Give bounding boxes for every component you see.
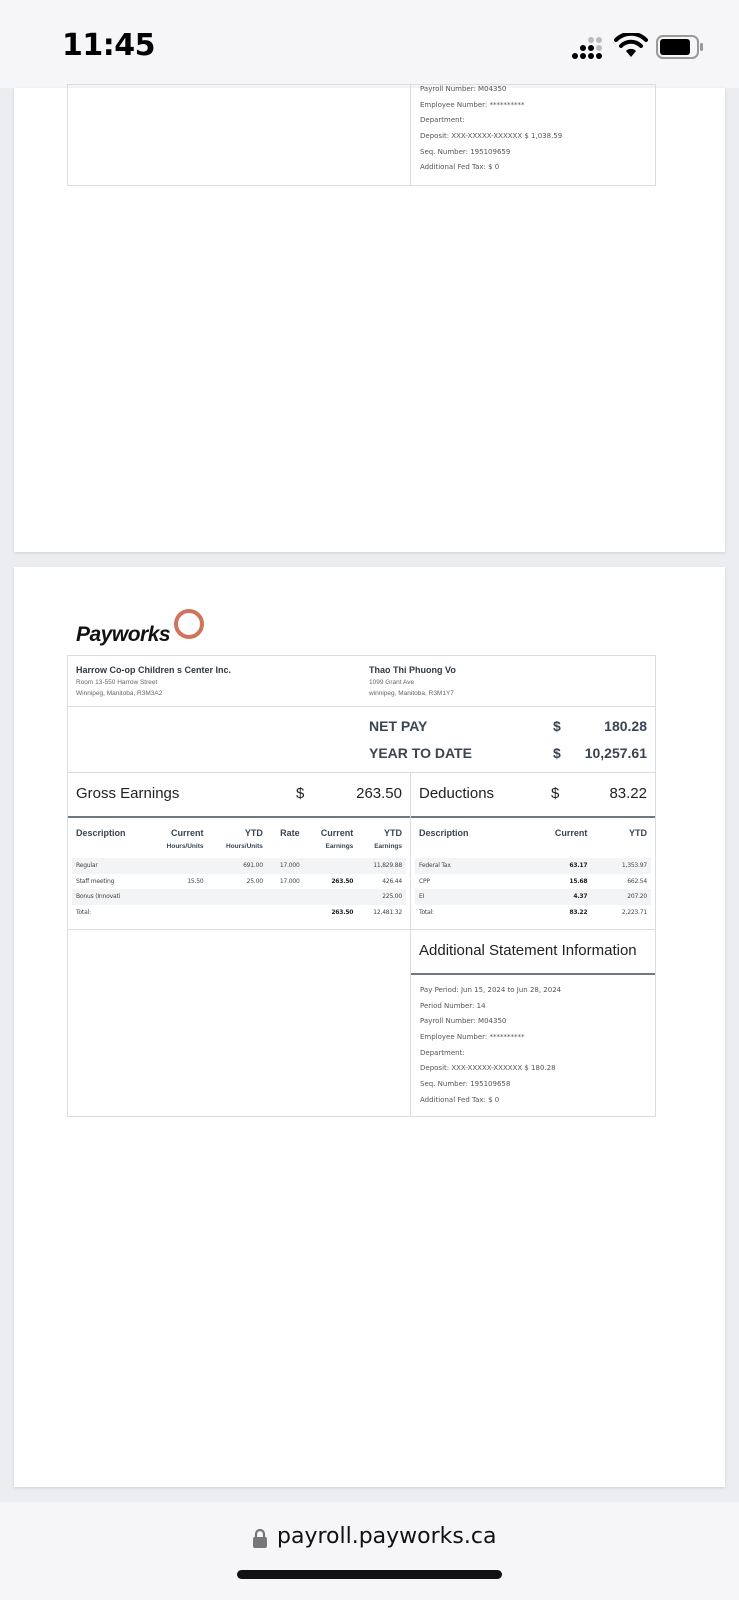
info-line: Additional Fed Tax: $ 0	[420, 163, 500, 172]
cell: 2,223.71	[621, 908, 647, 916]
cell: 426.44	[382, 877, 402, 885]
employee-name: Thao Thi Phuong Vo	[369, 665, 456, 675]
battery-icon	[656, 35, 704, 59]
cell: 263.50	[331, 877, 354, 885]
gross-earnings-box	[67, 772, 411, 930]
info-line: Seq. Number: 195109659	[420, 147, 511, 156]
info-line: Deposit: XXX-XXXXX-XXXXXX $ 1,038.59	[420, 132, 563, 141]
cell	[267, 905, 304, 921]
address-box	[67, 655, 656, 707]
info-line: Employee Number: **********	[420, 100, 525, 109]
col-subheader: Hours/Units	[166, 843, 204, 850]
empty-box	[67, 929, 411, 1117]
prev-left-box	[67, 84, 411, 186]
deductions-currency: $	[551, 785, 560, 802]
cell: 207.20	[591, 889, 651, 905]
cell	[304, 889, 358, 905]
cell: 15.68	[569, 877, 588, 885]
info-line: Seq. Number: 195109658	[420, 1080, 511, 1089]
table-row	[415, 889, 651, 905]
cell: 691.00	[208, 858, 267, 874]
col-header: YTD	[244, 828, 263, 838]
cell: 17.000	[267, 858, 304, 874]
cell	[267, 889, 304, 905]
cell: 15.50	[187, 877, 204, 885]
col-subheader: Hours/Units	[226, 843, 263, 850]
divider	[411, 816, 655, 818]
deductions-table	[415, 828, 651, 920]
divider	[411, 973, 655, 975]
cell: 662.54	[627, 877, 647, 885]
cell: EI	[415, 889, 518, 905]
cell	[208, 889, 267, 905]
col-header: Current	[554, 828, 588, 838]
net-pay-box	[67, 706, 656, 773]
info-line: Department:	[420, 116, 465, 125]
cell	[148, 858, 207, 874]
net-pay-currency: $	[553, 718, 561, 734]
cell: Staff meeting	[76, 877, 115, 885]
url-text[interactable]: payroll.payworks.ca	[277, 1524, 497, 1549]
table-row	[415, 874, 651, 890]
table-row	[72, 889, 406, 905]
earnings-table	[72, 828, 406, 920]
cell	[208, 905, 267, 921]
col-header: Current	[170, 828, 204, 838]
cell: 12,481.32	[373, 908, 402, 916]
cell	[148, 905, 207, 921]
pay-stub-page	[14, 567, 725, 1487]
table-row	[72, 858, 406, 874]
status-bar	[0, 0, 739, 88]
cell: 25.00	[246, 877, 263, 885]
cell: 225.00	[357, 889, 406, 905]
cell: 83.22	[569, 908, 588, 916]
info-line: Additional Fed Tax: $ 0	[420, 1095, 500, 1104]
col-subheader	[267, 838, 304, 858]
cell: CPP	[419, 877, 430, 885]
col-header: YTD	[384, 828, 402, 838]
browser-url-bar[interactable]	[0, 1502, 739, 1600]
col-header: YTD	[629, 828, 647, 838]
cell: 263.50	[331, 908, 354, 916]
prev-info-box	[410, 84, 656, 186]
cell	[148, 889, 207, 905]
cellular-signal-icon	[572, 36, 606, 60]
payworks-logo-ring	[174, 609, 204, 639]
additional-info-box	[410, 929, 656, 1117]
cell: 11,829.88	[357, 858, 406, 874]
col-header: Description	[419, 828, 469, 838]
ytd-currency: $	[553, 745, 561, 761]
home-indicator[interactable]	[237, 1570, 502, 1579]
company-name: Harrow Co-op Children s Center Inc.	[76, 665, 232, 675]
cell: 63.17	[518, 858, 591, 874]
table-row	[72, 905, 406, 921]
col-subheader: Earnings	[374, 843, 402, 850]
employee-address-line: winnipeg, Manitoba, R3M1Y7	[369, 690, 454, 697]
ytd-label: YEAR TO DATE	[369, 745, 472, 761]
col-header: Rate	[280, 828, 300, 838]
divider	[68, 816, 410, 818]
info-line: Pay Period: Jun 15, 2024 to Jun 28, 2024	[420, 986, 562, 994]
previous-page	[14, 85, 725, 552]
gross-earnings-amount: 263.50	[356, 785, 402, 802]
cell: Regular	[72, 858, 148, 874]
cell	[304, 858, 358, 874]
cell: 4.37	[518, 889, 591, 905]
cell: Federal Tax	[415, 858, 518, 874]
table-row	[415, 858, 651, 874]
info-line: Period Number: 14	[420, 1001, 486, 1010]
gross-earnings-currency: $	[296, 785, 305, 802]
info-line: Payroll Number: M04350	[420, 85, 507, 93]
cell: Total:	[76, 908, 91, 916]
cell: 1,353.97	[591, 858, 651, 874]
deductions-label: Deductions	[419, 785, 495, 802]
gross-earnings-label: Gross Earnings	[76, 785, 180, 802]
company-address-line: Winnipeg, Manitoba, R3M3A2	[76, 690, 163, 697]
deductions-amount: 83.22	[609, 785, 647, 802]
info-line: Department:	[420, 1048, 465, 1057]
cell: Total:	[419, 908, 434, 916]
payworks-logo: Payworks	[76, 623, 171, 646]
wifi-icon	[614, 33, 648, 59]
col-subheader	[72, 838, 148, 858]
col-header: Description	[76, 828, 126, 838]
employee-address-line: 1099 Grant Ave	[369, 679, 415, 686]
cell: 17.000	[279, 877, 300, 885]
table-row	[415, 905, 651, 921]
col-header: Current	[320, 828, 354, 838]
status-time: 11:45	[62, 28, 155, 63]
deductions-box	[410, 772, 656, 930]
info-line: Deposit: XXX-XXXXX-XXXXXX $ 180.28	[420, 1064, 556, 1073]
ytd-amount: 10,257.61	[584, 745, 647, 761]
table-row	[72, 874, 406, 890]
info-line: Employee Number: **********	[420, 1033, 525, 1042]
additional-info-title: Additional Statement Information	[419, 942, 637, 959]
col-subheader: Earnings	[325, 843, 354, 850]
net-pay-amount: 180.28	[604, 718, 647, 734]
net-pay-label: NET PAY	[369, 718, 428, 734]
cell: Bonus (Innovati	[72, 889, 148, 905]
company-address-line: Room 13-550 Harrow Street	[76, 679, 158, 686]
lock-icon	[252, 1528, 268, 1548]
info-line: Payroll Number: M04350	[420, 1017, 507, 1026]
